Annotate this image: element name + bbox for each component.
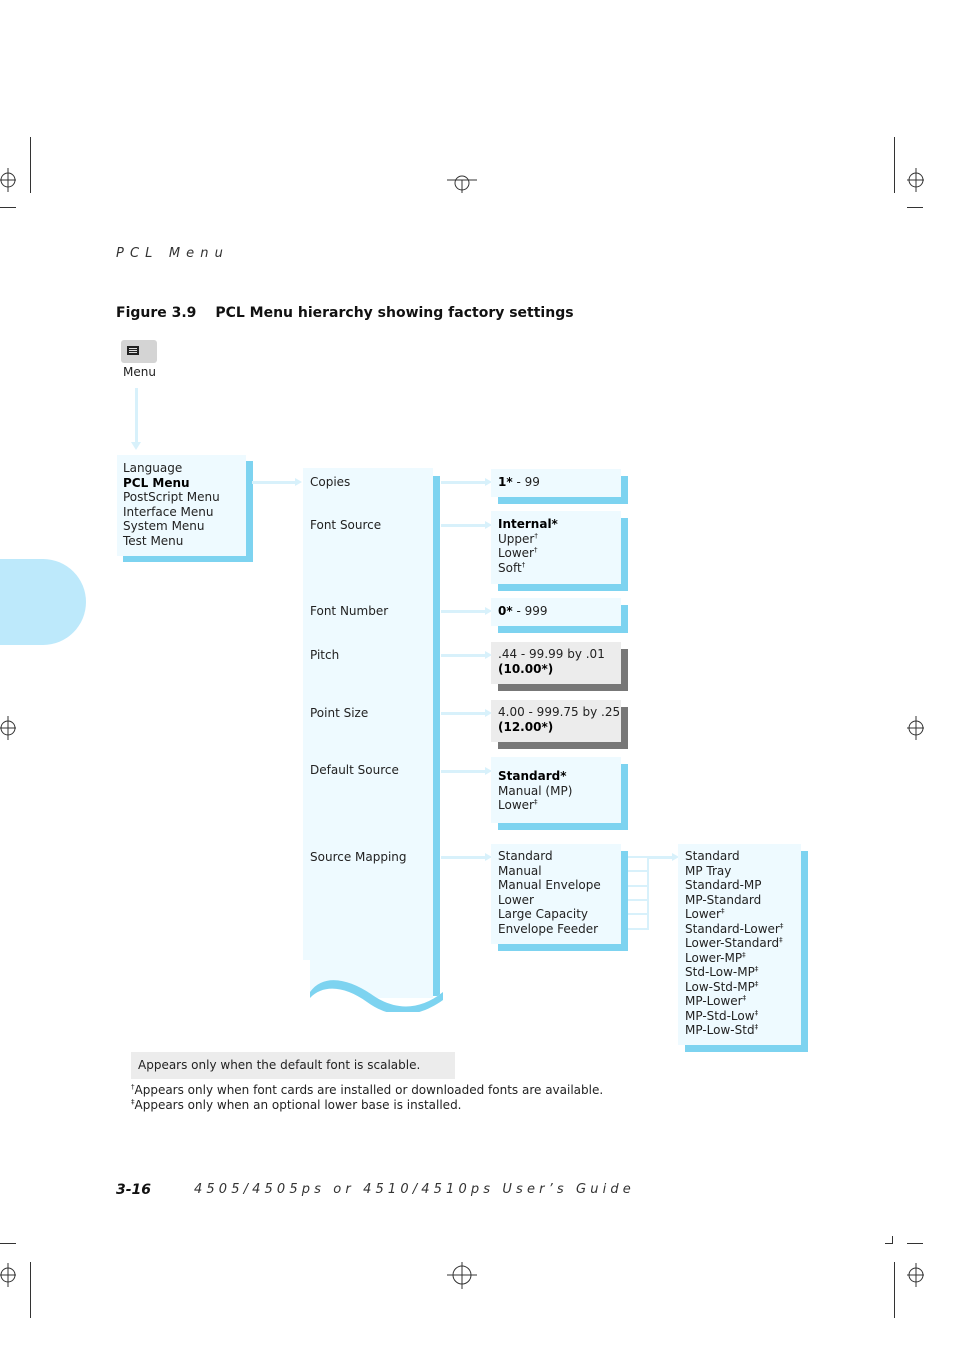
pcl-item-point-size[interactable]: Point Size [310,706,369,720]
mapping-value-item [685,1023,783,1038]
mapping-value-item [685,864,783,879]
font-number-arrow [441,610,486,613]
dagger-mark: † [521,560,526,569]
mapping-value-label: MP-Lower [685,994,743,1008]
mapping-value-label: MP-Low-Std [685,1023,755,1037]
font-source-lower: Lower [498,546,534,560]
mapping-source-item: Large Capacity [498,907,589,921]
mapping-source-item: Standard [498,849,553,863]
mapping-value-item [685,922,783,937]
mapping-value-label: Standard-Lower [685,921,780,936]
point-size-range: 4.00 - 999.75 by .25 [498,705,621,719]
top-menu-item-interface[interactable]: Interface Menu [123,504,214,519]
top-menu-item-test[interactable]: Test Menu [123,533,184,548]
double-dagger-mark: ‡ [754,979,759,988]
double-dagger-mark: ‡ [779,936,783,944]
double-dagger-mark: ‡ [720,907,725,915]
default-source-standard: Standard* [498,769,567,783]
dagger-mark: † [131,1083,135,1091]
pcl-item-font-source[interactable]: Font Source [310,518,382,532]
mapping-value-item [685,849,783,864]
mapping-value-item [685,907,783,922]
default-source-lower: Lower [498,798,534,812]
mapping-value-item [685,980,783,995]
mapping-value-label: Standard-MP [685,878,762,892]
menu-button[interactable] [121,340,157,363]
mapping-value-label: Std-Low-MP [685,965,755,979]
copies-arrow [441,481,486,484]
mapping-value-item [685,965,783,980]
copies-range: - 99 [512,475,540,489]
mapping-value-item [685,1009,783,1024]
font-source-soft: Soft [498,560,522,575]
ddagger-note-text: Appears only when an optional lower base is installed. [134,1098,462,1112]
figure-number: Figure 3.9 [116,305,197,321]
double-dagger-mark: ‡ [742,950,746,959]
pcl-item-font-number[interactable]: Font Number [310,604,389,618]
default-source-manual: Manual (MP) [498,783,573,798]
chapter-side-tab [0,559,86,645]
pcl-item-pitch[interactable]: Pitch [310,648,340,662]
mapping-value-label: Lower-MP [685,950,743,965]
guide-title: 4 5 0 5 / 4 5 0 5 p s o r 4 5 1 0 / 4 5 1 0 p s U s e r ’ s G u i d e [194,1182,631,1197]
scalable-note-text: Appears only when the default font is scalable. [138,1058,421,1072]
mapping-value-label: MP Tray [685,863,732,878]
menu-button-label: Menu [123,365,156,379]
double-dagger-mark: ‡ [754,1008,759,1017]
top-menu-item-language[interactable]: Language [123,461,183,475]
legend-scalable-note [131,1052,455,1079]
dagger-mark: † [534,531,538,540]
mapping-value-label: Lower-Standard [685,936,780,950]
double-dagger-mark: ‡ [131,1098,135,1106]
pcl-item-source-mapping[interactable]: Source Mapping [310,850,407,864]
default-source-arrow [441,770,486,773]
mapping-value-item [685,951,783,966]
font-source-arrow [441,524,486,527]
mapping-value-item [685,936,783,951]
double-dagger-mark: ‡ [754,965,759,973]
source-mapping-arrow [441,856,486,859]
menu-down-arrow [135,388,138,444]
top-menu-item-system[interactable]: System Menu [123,519,205,533]
pitch-default: (10.00*) [498,661,554,676]
double-dagger-mark: ‡ [779,921,784,930]
mapping-value-label: MP-Standard [685,892,762,907]
mapping-value-item [685,878,783,893]
page-number: 3-16 [116,1182,152,1198]
point-size-arrow [441,712,486,715]
dagger-mark: † [533,546,538,554]
mapping-value-label: Low-Std-MP [685,979,755,994]
mapping-source-item: Lower [498,892,534,907]
legend-dagger-note [131,1083,603,1098]
top-menu-item-pcl[interactable]: PCL Menu [123,475,190,490]
copies-default: 1* [498,475,513,489]
legend-ddagger-note [131,1098,462,1113]
figure-title: PCL Menu hierarchy showing factory settings [215,305,574,321]
pcl-item-default-source[interactable]: Default Source [310,763,399,777]
double-dagger-mark: ‡ [742,994,747,1002]
double-dagger-mark: ‡ [533,798,538,806]
pitch-arrow [441,654,486,657]
pcl-item-copies[interactable]: Copies [310,475,351,489]
mapping-value-item [685,893,783,908]
figure-caption [116,305,574,321]
running-header: P C L M e n u [116,246,224,261]
font-number-default: 0* [498,604,513,618]
mapping-value-item [685,994,783,1009]
mapping-values-arrow [649,856,673,859]
mapping-value-label: MP-Std-Low [685,1008,755,1023]
mapping-source-item: Manual [498,863,542,878]
mapping-value-label: Lower [685,907,721,921]
font-number-range: - 999 [512,604,548,618]
pitch-range: .44 - 99.99 by .01 [498,647,605,661]
torn-edge [303,960,443,1012]
point-size-default: (12.00*) [498,719,554,734]
double-dagger-mark: ‡ [754,1023,759,1031]
mapping-source-item: Manual Envelope [498,878,601,892]
pcl-menu-arrow [252,481,296,484]
top-menu-item-postscript[interactable]: PostScript Menu [123,490,220,504]
mapping-source-item: Envelope Feeder [498,921,599,936]
mapping-value-label: Standard [685,849,740,863]
menu-icon [121,340,157,363]
dagger-note-text: Appears only when font cards are installed or downloaded fonts are available. [134,1083,604,1097]
font-source-internal: Internal* [498,517,558,531]
font-source-upper: Upper [498,531,535,546]
